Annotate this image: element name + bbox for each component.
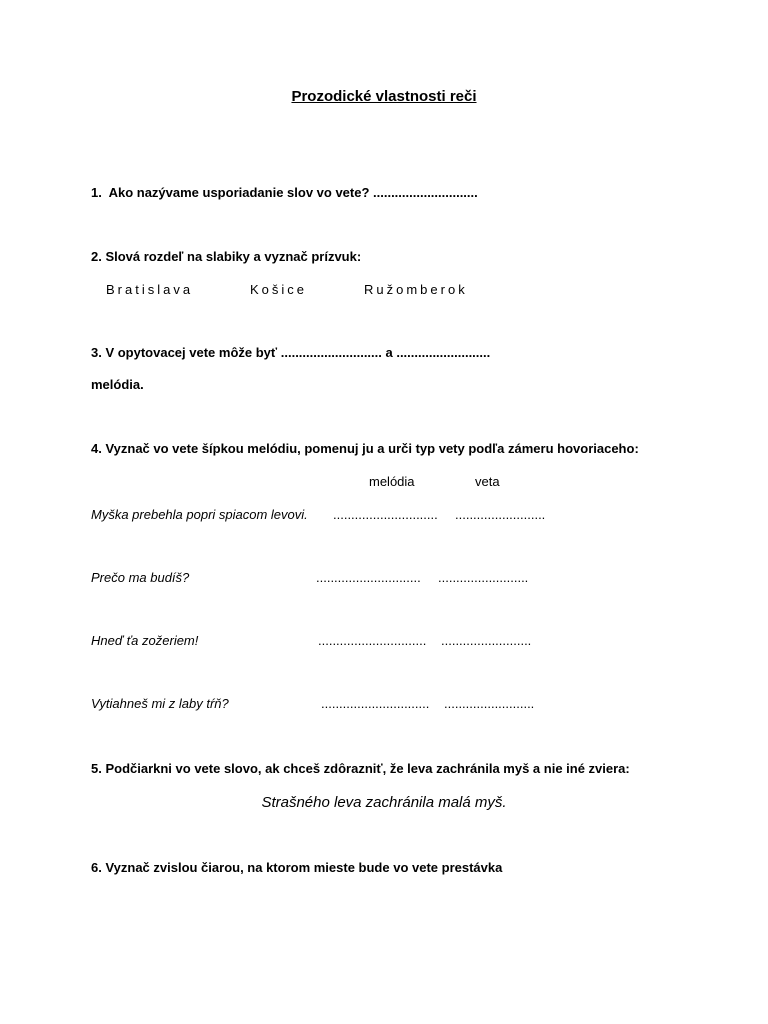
word-bratislava: Bratislava <box>106 282 194 297</box>
q4-row-2-sentence: Prečo ma budíš? <box>91 570 190 585</box>
q4-row-2-blank-veta: ......................... <box>438 570 529 585</box>
q4-row-3-blank-melodia: .............................. <box>318 633 427 648</box>
question-3-line-2: melódia. <box>91 377 144 392</box>
q4-row-4-sentence: Vytiahneš mi z laby tŕň? <box>91 696 229 711</box>
q4-row-1-blank-veta: ......................... <box>455 507 546 522</box>
column-header-melodia: melódia <box>369 474 415 489</box>
question-5: 5. Podčiarkni vo vete slovo, ak chceš zdôrazniť, že leva zachránila myš a nie iné zviera: <box>91 761 630 776</box>
word-ruzomberok: Ružomberok <box>364 282 468 297</box>
q4-row-3-blank-veta: ......................... <box>441 633 532 648</box>
page-title: Prozodické vlastnosti reči <box>291 88 477 105</box>
question-2: 2. Slová rozdeľ na slabiky a vyznač prízvuk: <box>91 249 362 264</box>
q4-row-1-sentence: Myška prebehla popri spiacom levovi. <box>91 507 308 522</box>
question-1: 1. Ako nazývame usporiadanie slov vo vete? ............................. <box>91 185 478 200</box>
column-header-veta: veta <box>475 474 500 489</box>
question-4: 4. Vyznač vo vete šípkou melódiu, pomenuj ju a urči typ vety podľa zámeru hovoriaceho: <box>91 441 639 456</box>
q4-row-2-blank-melodia: ............................. <box>316 570 421 585</box>
question-3-line-1: 3. V opytovacej vete môže byť ............................ a .......................... <box>91 345 491 360</box>
q4-row-3-sentence: Hneď ťa zožeriem! <box>91 633 199 648</box>
word-kosice: Košice <box>250 282 308 297</box>
question-5-sentence: Strašného leva zachránila malá myš. <box>261 794 507 811</box>
question-6: 6. Vyznač zvislou čiarou, na ktorom mieste bude vo vete prestávka <box>91 860 503 875</box>
q4-row-1-blank-melodia: ............................. <box>333 507 438 522</box>
q4-row-4-blank-melodia: .............................. <box>321 696 430 711</box>
q4-row-4-blank-veta: ......................... <box>444 696 535 711</box>
